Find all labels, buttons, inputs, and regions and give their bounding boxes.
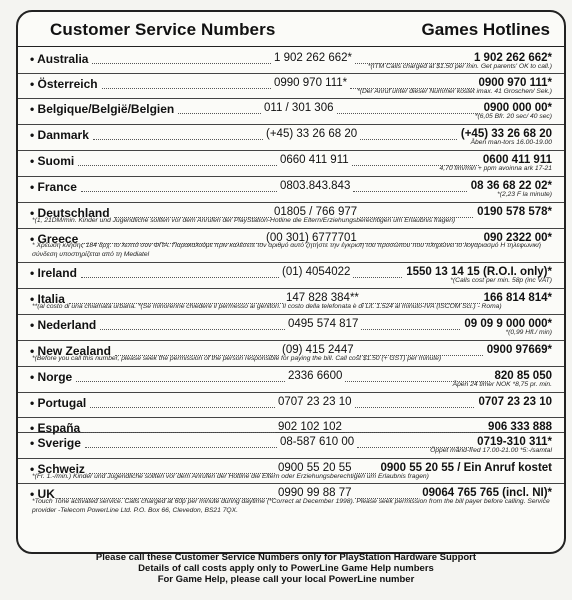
dotted-leader	[81, 182, 277, 192]
table-row	[18, 417, 564, 433]
table-row	[18, 314, 564, 341]
dotted-leader	[76, 372, 285, 382]
call-cost-note: Åpen 24 timer NOK *8,75 pr. min.	[452, 381, 552, 388]
table-row	[18, 48, 564, 74]
customer-service-number: 08-587 610 00	[280, 436, 355, 448]
customer-service-number: 011 / 301 306	[264, 102, 334, 114]
customer-service-number: (01) 4054022	[282, 266, 351, 278]
dotted-leader	[59, 489, 275, 499]
games-hotline-number: 090 2322 00*	[483, 232, 552, 244]
customer-service-number: 0900 55 20 55	[278, 462, 352, 474]
country-name: • Danmark	[30, 128, 89, 142]
country-name: • Suomi	[30, 154, 74, 168]
games-hotline-number: 906 333 888	[488, 421, 552, 433]
call-cost-note: *(1, 21DM/min. Kinder und Jugendliche sollten vor dem Anrufen der PlayStation-Hotline die Eltern/Erziehungsberechtigen um Erlaubnis fragen)	[32, 217, 456, 224]
call-cost-note: *(0,99 Hfl./ min)	[505, 329, 552, 336]
table-row	[18, 228, 564, 263]
customer-service-number: 01805 / 766 977	[274, 206, 358, 218]
table-row	[18, 73, 564, 99]
games-hotlines-heading: Games Hotlines	[421, 20, 550, 39]
dotted-leader	[89, 464, 275, 474]
dotted-leader	[81, 268, 279, 278]
games-hotline-number: 09064 765 765 (incl. NI)*	[422, 487, 552, 499]
country-name: • Belgique/België/Belgien	[30, 102, 174, 116]
table-row	[18, 340, 564, 367]
call-cost-note: *(ITM Calls charged at $1.50 per min. Get parents' OK to call.)	[367, 63, 552, 70]
customer-service-number: 0495 574 817	[288, 318, 359, 330]
customer-service-number: (00 301) 6777701	[266, 232, 357, 244]
table-row	[18, 202, 564, 229]
customer-service-number: 0803.843.843	[280, 180, 351, 192]
footer-notice	[0, 552, 572, 585]
table-row	[18, 262, 564, 289]
dotted-leader	[93, 130, 263, 140]
dotted-leader	[355, 464, 376, 474]
country-name: • Norge	[30, 370, 72, 384]
country-name: • Italia	[30, 292, 65, 306]
dotted-leader	[69, 294, 283, 304]
customer-service-number: 1 902 262 662*	[274, 52, 353, 64]
country-name: • Ireland	[30, 266, 77, 280]
country-name: • Deutschland	[30, 206, 110, 220]
country-name: • Greece	[30, 232, 78, 246]
customer-service-number: 2336 6600	[288, 370, 343, 382]
call-cost-note: *(Calls cost per min. 58p (inc VAT)	[450, 277, 552, 284]
games-hotline-number: 1550 13 14 15 (R.O.I. only)*	[406, 266, 552, 278]
games-hotline-number: 0600 411 911	[482, 154, 552, 166]
customer-service-number: 0990 970 111*	[274, 77, 348, 89]
dotted-leader	[357, 438, 473, 448]
dotted-leader	[337, 104, 480, 114]
table-row	[18, 150, 564, 177]
country-name: • New Zealand	[30, 344, 111, 358]
footer-line-2: Details of call costs apply only to PowerLine Game Help numbers	[138, 563, 434, 574]
country-name: • Portugal	[30, 396, 86, 410]
call-cost-note: Öppet månd-fred 17.00-21.00 *5:-/samtal	[430, 447, 552, 454]
table-header	[18, 12, 564, 47]
country-name: • Sverige	[30, 436, 81, 450]
dotted-leader	[360, 234, 480, 244]
call-cost-note: 4,70 fim/min + ppm avoinna ark 17-21	[439, 165, 552, 172]
country-name: • Österreich	[30, 77, 98, 91]
games-hotline-number: 0900 970 111*	[478, 77, 552, 89]
call-cost-note: *(Before you call this number, please seek the permission of the person responsible for paying the bill. Call cost $1.50 (+ GST) per minute)	[32, 355, 442, 362]
dotted-leader	[350, 79, 474, 89]
call-cost-note: *(6,05 Bfr. 20 sec/ 40 sec)	[474, 113, 552, 120]
dotted-leader	[92, 54, 271, 64]
games-hotline-number: 0707 23 23 10	[478, 396, 552, 408]
dotted-leader	[353, 268, 402, 278]
dotted-leader	[115, 346, 279, 356]
footer-line-3: For Game Help, please call your local PowerLine number	[157, 574, 415, 585]
table-row	[18, 392, 564, 418]
dotted-leader	[100, 320, 285, 330]
dotted-leader	[355, 398, 474, 408]
games-hotline-number: (+45) 33 26 68 20	[460, 128, 552, 140]
dotted-leader	[355, 489, 418, 499]
games-hotline-number: 820 85 050	[494, 370, 552, 382]
games-hotline-number: 0900 97669*	[486, 344, 552, 356]
call-cost-note: * Χρέωση κλήσης 184 δρχ. το λεπτό συν ΦΠΑ. Παρακαλούμε πριν καλέσετε τον αριθμό αυτό ζητήστε την έγκριση του προσώπου που πληρώνει το λογαριασμό Η τηλεφωνική σύνδεση υποστηρίζεται από τη Mediatel	[32, 242, 541, 258]
country-name: • Nederland	[30, 318, 96, 332]
customer-service-heading: Customer Service Numbers	[50, 20, 276, 39]
table-row	[18, 124, 564, 151]
games-hotline-number: 166 814 814*	[483, 292, 552, 304]
dotted-leader	[85, 438, 277, 448]
customer-service-number: 0990 99 88 77	[278, 487, 352, 499]
dotted-leader	[357, 346, 483, 356]
dotted-leader	[90, 398, 275, 408]
dotted-leader	[114, 208, 271, 218]
call-cost-note: *(Fr. 1.-/min.) Kinder und Jugendliche sollten vor dem Anrufen der Hotline die Eltern oder Erziehungsberechtigen um Erlaubnis fragen)	[32, 473, 429, 480]
call-cost-note: *Touch Tone activated service. Calls charged at 60p per minute during daytime (*Correct at December 1998). Please seek permission from the bill payer before calling. Service provider -Telecom PowerLine Ltd. P.O. Box 66, Clevedon, BS21 7QX.	[32, 498, 550, 514]
dotted-leader	[78, 156, 277, 166]
dotted-leader	[345, 372, 490, 382]
table-row	[18, 98, 564, 125]
games-hotline-number: 0900 000 00*	[483, 102, 552, 114]
hotlines-table	[16, 10, 566, 554]
call-cost-note: Åben man-tors 16.00-19.00	[470, 139, 552, 146]
customer-service-number: (09) 415 2447	[282, 344, 354, 356]
games-hotline-number: 0719-310 311*	[477, 436, 552, 448]
country-name: • France	[30, 180, 77, 194]
country-name: • UK	[30, 487, 55, 501]
dotted-leader	[178, 104, 261, 114]
call-cost-note: *(Der Anruf unter dieser Nummer kostet imax. 41 Groschen/ Sek.)	[357, 88, 552, 95]
dotted-leader	[355, 54, 470, 64]
call-cost-note: *(2,23 F la minute)	[497, 191, 552, 198]
dotted-leader	[353, 182, 467, 192]
games-hotline-number: 0900 55 20 55 / Ein Anruf kostet	[380, 462, 552, 474]
call-cost-note: **(al costo di una chiamata urbana. *(Se minorenne chiedere il permesso ai genitori. Il costo della telefonata è di Lit. 1.524 al minuto-IVA (ISCOM Sci.) - Roma)	[32, 303, 502, 310]
dotted-leader	[102, 79, 271, 89]
customer-service-number: 0660 411 911	[280, 154, 349, 166]
customer-service-number: 0707 23 23 10	[278, 396, 352, 408]
country-name: • España	[30, 421, 80, 435]
dotted-leader	[360, 130, 457, 140]
table-row	[18, 483, 564, 513]
dotted-leader	[360, 208, 473, 218]
table-row	[18, 176, 564, 203]
country-name: • Australia	[30, 52, 88, 66]
dotted-leader	[352, 156, 479, 166]
country-name: • Schweiz	[30, 462, 85, 476]
customer-service-number: 147 828 384**	[286, 292, 359, 304]
customer-service-number: (+45) 33 26 68 20	[266, 128, 358, 140]
table-row	[18, 366, 564, 393]
table-row	[18, 432, 564, 459]
games-hotline-number: 09 09 9 000 000*	[464, 318, 552, 330]
table-row	[18, 288, 564, 315]
customer-service-number: 902 102 102	[278, 421, 342, 433]
games-hotline-number: 1 902 262 662*	[473, 52, 552, 64]
footer-line-1: Please call these Customer Service Numbers only for PlayStation Hardware Support	[95, 552, 477, 563]
table-row	[18, 458, 564, 484]
games-hotline-number: 08 36 68 22 02*	[470, 180, 552, 192]
dotted-leader	[362, 294, 480, 304]
dotted-leader	[361, 320, 460, 330]
games-hotline-number: 0190 578 578*	[477, 206, 552, 218]
dotted-leader	[82, 234, 263, 244]
